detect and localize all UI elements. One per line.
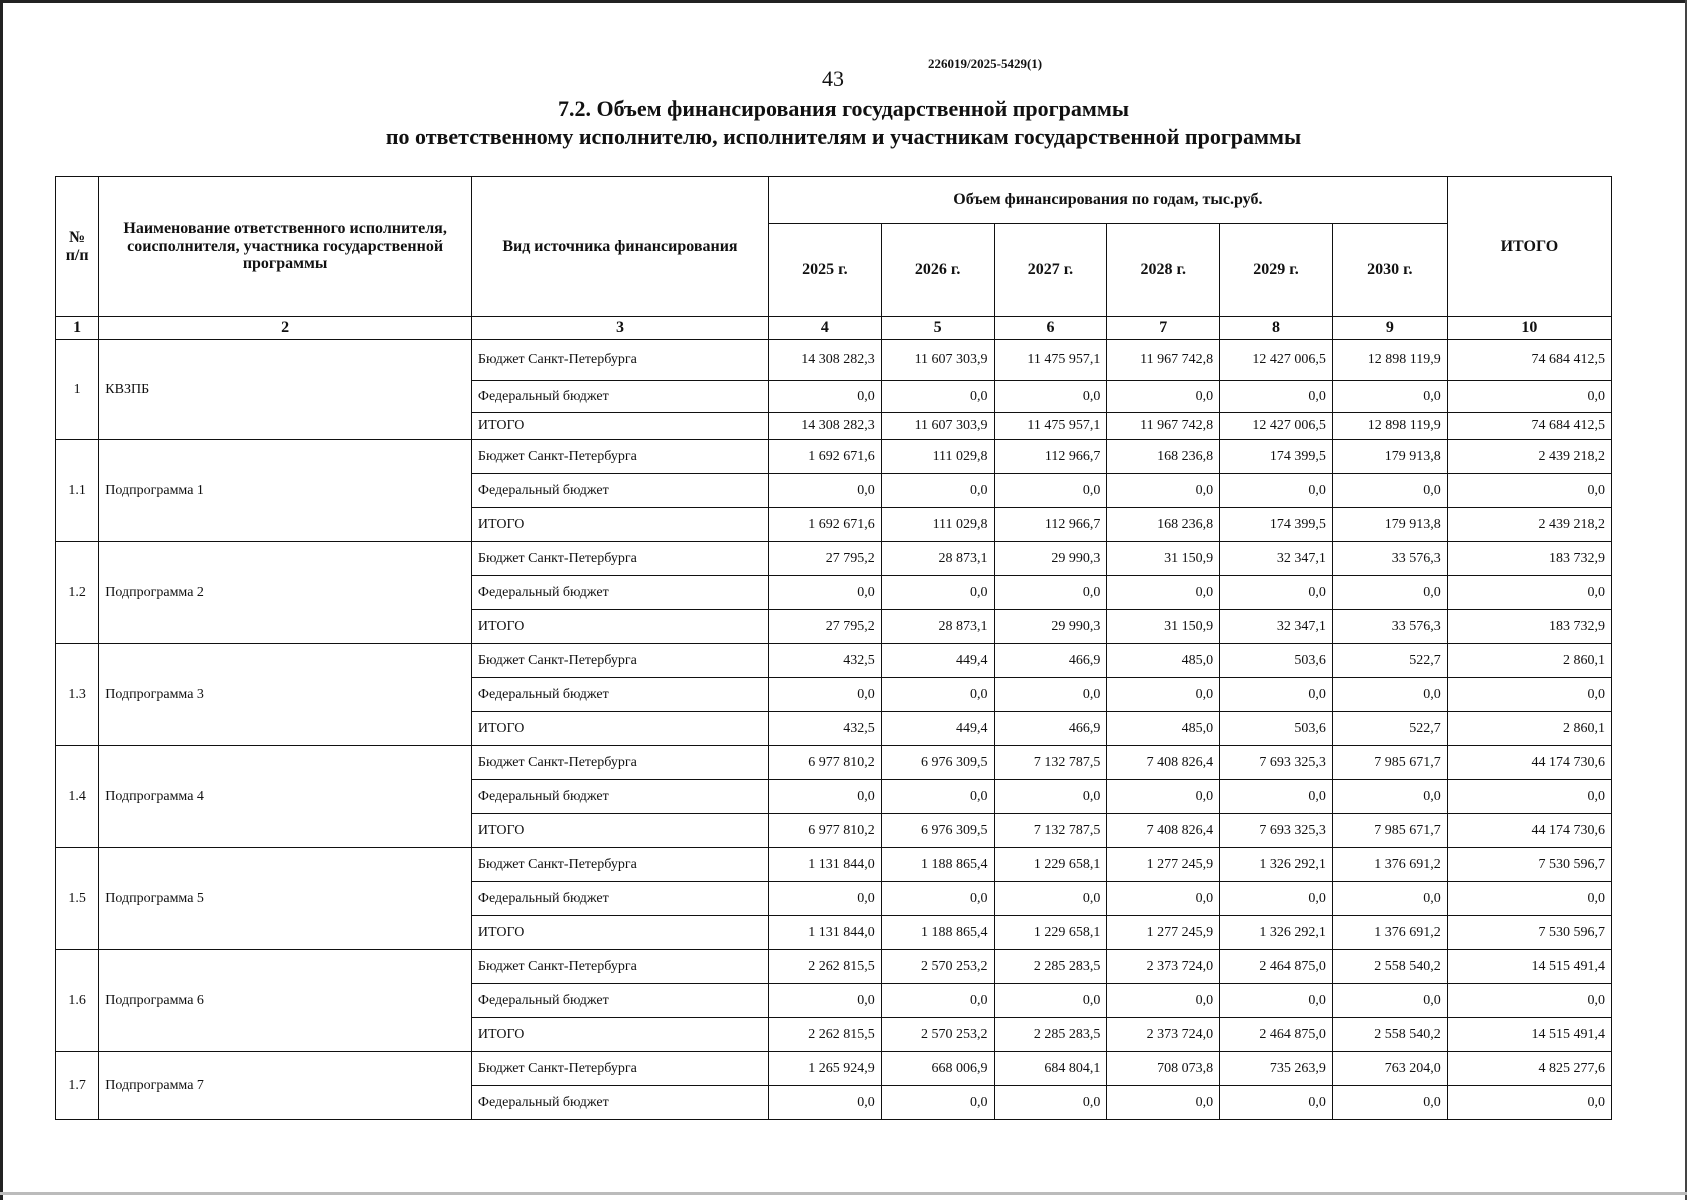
executor-name: Подпрограмма 6 <box>99 950 472 1052</box>
year-value: 0,0 <box>1220 474 1333 508</box>
funding-source: ИТОГО <box>471 712 768 746</box>
executor-name: Подпрограмма 5 <box>99 848 472 950</box>
year-value: 2 373 724,0 <box>1107 950 1220 984</box>
header-num: № п/п <box>56 177 99 317</box>
year-value: 0,0 <box>881 984 994 1018</box>
total-value: 0,0 <box>1447 1086 1611 1120</box>
year-value: 12 427 006,5 <box>1220 340 1333 381</box>
year-value: 33 576,3 <box>1332 610 1447 644</box>
year-value: 112 966,7 <box>994 440 1107 474</box>
total-value: 0,0 <box>1447 576 1611 610</box>
year-value: 0,0 <box>1332 576 1447 610</box>
year-value: 14 308 282,3 <box>768 340 881 381</box>
year-value: 0,0 <box>1107 984 1220 1018</box>
year-value: 432,5 <box>768 644 881 678</box>
year-value: 11 607 303,9 <box>881 413 994 440</box>
year-value: 466,9 <box>994 644 1107 678</box>
year-value: 6 977 810,2 <box>768 746 881 780</box>
year-value: 0,0 <box>1332 474 1447 508</box>
year-value: 668 006,9 <box>881 1052 994 1086</box>
year-value: 179 913,8 <box>1332 508 1447 542</box>
header-years-group: Объем финансирования по годам, тыс.руб. <box>768 177 1447 224</box>
row-number: 1.2 <box>56 542 99 644</box>
year-value: 111 029,8 <box>881 508 994 542</box>
document-id: 226019/2025-5429(1) <box>928 56 1043 71</box>
header-source: Вид источника финансирования <box>471 177 768 317</box>
total-value: 0,0 <box>1447 780 1611 814</box>
row-number: 1.6 <box>56 950 99 1052</box>
year-value: 0,0 <box>1332 678 1447 712</box>
year-value: 522,7 <box>1332 712 1447 746</box>
year-value: 27 795,2 <box>768 542 881 576</box>
funding-source: Федеральный бюджет <box>471 984 768 1018</box>
year-value: 735 263,9 <box>1220 1052 1333 1086</box>
year-value: 7 132 787,5 <box>994 814 1107 848</box>
year-value: 0,0 <box>1332 1086 1447 1120</box>
executor-name: Подпрограмма 2 <box>99 542 472 644</box>
header-year: 2027 г. <box>994 224 1107 317</box>
year-value: 485,0 <box>1107 712 1220 746</box>
year-value: 2 570 253,2 <box>881 950 994 984</box>
funding-source: Бюджет Санкт-Петербурга <box>471 340 768 381</box>
year-value: 0,0 <box>1220 576 1333 610</box>
year-value: 31 150,9 <box>1107 542 1220 576</box>
funding-source: Федеральный бюджет <box>471 780 768 814</box>
year-value: 7 132 787,5 <box>994 746 1107 780</box>
header-year: 2029 г. <box>1220 224 1333 317</box>
year-value: 6 976 309,5 <box>881 814 994 848</box>
year-value: 1 229 658,1 <box>994 848 1107 882</box>
year-value: 0,0 <box>1332 381 1447 413</box>
year-value: 12 427 006,5 <box>1220 413 1333 440</box>
table-row <box>56 746 1612 780</box>
year-value: 12 898 119,9 <box>1332 340 1447 381</box>
funding-source: Бюджет Санкт-Петербурга <box>471 848 768 882</box>
year-value: 2 285 283,5 <box>994 1018 1107 1052</box>
year-value: 466,9 <box>994 712 1107 746</box>
year-value: 0,0 <box>1107 882 1220 916</box>
total-value: 4 825 277,6 <box>1447 1052 1611 1086</box>
year-value: 168 236,8 <box>1107 440 1220 474</box>
year-value: 32 347,1 <box>1220 542 1333 576</box>
executor-name: Подпрограмма 1 <box>99 440 472 542</box>
year-value: 2 558 540,2 <box>1332 950 1447 984</box>
year-value: 0,0 <box>1332 882 1447 916</box>
year-value: 1 131 844,0 <box>768 848 881 882</box>
executor-name: Подпрограмма 4 <box>99 746 472 848</box>
year-value: 0,0 <box>1107 678 1220 712</box>
year-value: 0,0 <box>768 576 881 610</box>
year-value: 0,0 <box>881 882 994 916</box>
funding-source: ИТОГО <box>471 814 768 848</box>
year-value: 7 693 325,3 <box>1220 814 1333 848</box>
total-value: 2 439 218,2 <box>1447 440 1611 474</box>
year-value: 0,0 <box>994 381 1107 413</box>
year-value: 7 985 671,7 <box>1332 746 1447 780</box>
header-year: 2030 г. <box>1332 224 1447 317</box>
funding-source: Федеральный бюджет <box>471 474 768 508</box>
column-number: 3 <box>471 317 768 340</box>
row-number: 1.1 <box>56 440 99 542</box>
row-number: 1.7 <box>56 1052 99 1120</box>
year-value: 0,0 <box>768 678 881 712</box>
year-value: 6 976 309,5 <box>881 746 994 780</box>
year-value: 0,0 <box>1220 381 1333 413</box>
year-value: 0,0 <box>1220 984 1333 1018</box>
year-value: 708 073,8 <box>1107 1052 1220 1086</box>
funding-source: ИТОГО <box>471 1018 768 1052</box>
year-value: 29 990,3 <box>994 542 1107 576</box>
year-value: 11 475 957,1 <box>994 340 1107 381</box>
year-value: 0,0 <box>1107 780 1220 814</box>
year-value: 11 967 742,8 <box>1107 413 1220 440</box>
year-value: 0,0 <box>994 882 1107 916</box>
year-value: 0,0 <box>1220 780 1333 814</box>
column-number: 10 <box>1447 317 1611 340</box>
year-value: 0,0 <box>1332 780 1447 814</box>
page-number: 43 <box>822 66 844 91</box>
table-header-row <box>56 177 1612 224</box>
funding-source: Федеральный бюджет <box>471 576 768 610</box>
table-row <box>56 1052 1612 1086</box>
column-number: 8 <box>1220 317 1333 340</box>
financing-table <box>55 176 1612 1120</box>
total-value: 14 515 491,4 <box>1447 1018 1611 1052</box>
table-title-line-2: по ответственному исполнителю, исполнителям и участникам государственной программы <box>385 124 1302 149</box>
column-number: 9 <box>1332 317 1447 340</box>
table-row <box>56 542 1612 576</box>
funding-source: Бюджет Санкт-Петербурга <box>471 746 768 780</box>
year-value: 174 399,5 <box>1220 508 1333 542</box>
year-value: 0,0 <box>1107 381 1220 413</box>
year-value: 0,0 <box>1220 1086 1333 1120</box>
year-value: 0,0 <box>881 780 994 814</box>
row-number: 1.4 <box>56 746 99 848</box>
year-value: 2 262 815,5 <box>768 1018 881 1052</box>
year-value: 179 913,8 <box>1332 440 1447 474</box>
funding-source: Бюджет Санкт-Петербурга <box>471 440 768 474</box>
funding-source: Бюджет Санкт-Петербурга <box>471 950 768 984</box>
page-border-bottom <box>0 1192 1687 1195</box>
year-value: 32 347,1 <box>1220 610 1333 644</box>
year-value: 14 308 282,3 <box>768 413 881 440</box>
header-name: Наименование ответственного исполнителя, соисполнителя, участника государственной программы <box>99 177 472 317</box>
year-value: 503,6 <box>1220 712 1333 746</box>
year-value: 0,0 <box>1220 678 1333 712</box>
year-value: 1 376 691,2 <box>1332 916 1447 950</box>
total-value: 44 174 730,6 <box>1447 814 1611 848</box>
year-value: 1 376 691,2 <box>1332 848 1447 882</box>
executor-name: Подпрограмма 7 <box>99 1052 472 1120</box>
page-border-top <box>0 0 1687 3</box>
page-border-left <box>0 0 3 1200</box>
funding-source: Федеральный бюджет <box>471 381 768 413</box>
header-year: 2028 г. <box>1107 224 1220 317</box>
column-number: 7 <box>1107 317 1220 340</box>
year-value: 7 693 325,3 <box>1220 746 1333 780</box>
total-value: 183 732,9 <box>1447 610 1611 644</box>
header-year: 2026 г. <box>881 224 994 317</box>
funding-source: Бюджет Санкт-Петербурга <box>471 644 768 678</box>
year-value: 11 607 303,9 <box>881 340 994 381</box>
year-value: 11 967 742,8 <box>1107 340 1220 381</box>
year-value: 27 795,2 <box>768 610 881 644</box>
total-value: 14 515 491,4 <box>1447 950 1611 984</box>
total-value: 0,0 <box>1447 678 1611 712</box>
year-value: 0,0 <box>768 984 881 1018</box>
year-value: 0,0 <box>994 474 1107 508</box>
year-value: 112 966,7 <box>994 508 1107 542</box>
executor-name: КВЗПБ <box>99 340 472 440</box>
total-value: 44 174 730,6 <box>1447 746 1611 780</box>
year-value: 0,0 <box>881 1086 994 1120</box>
funding-source: ИТОГО <box>471 413 768 440</box>
table-row <box>56 644 1612 678</box>
year-value: 1 277 245,9 <box>1107 916 1220 950</box>
year-value: 1 692 671,6 <box>768 440 881 474</box>
year-value: 28 873,1 <box>881 542 994 576</box>
column-number: 4 <box>768 317 881 340</box>
year-value: 2 373 724,0 <box>1107 1018 1220 1052</box>
year-value: 28 873,1 <box>881 610 994 644</box>
year-value: 2 464 875,0 <box>1220 1018 1333 1052</box>
row-number: 1.3 <box>56 644 99 746</box>
year-value: 0,0 <box>881 474 994 508</box>
year-value: 0,0 <box>768 882 881 916</box>
total-value: 74 684 412,5 <box>1447 340 1611 381</box>
year-value: 485,0 <box>1107 644 1220 678</box>
table-row <box>56 440 1612 474</box>
year-value: 2 558 540,2 <box>1332 1018 1447 1052</box>
year-value: 503,6 <box>1220 644 1333 678</box>
total-value: 7 530 596,7 <box>1447 848 1611 882</box>
year-value: 0,0 <box>881 381 994 413</box>
total-value: 2 860,1 <box>1447 644 1611 678</box>
table-row <box>56 340 1612 381</box>
year-value: 7 985 671,7 <box>1332 814 1447 848</box>
column-number: 5 <box>881 317 994 340</box>
year-value: 2 262 815,5 <box>768 950 881 984</box>
year-value: 0,0 <box>768 474 881 508</box>
column-number: 2 <box>99 317 472 340</box>
year-value: 31 150,9 <box>1107 610 1220 644</box>
year-value: 0,0 <box>1107 576 1220 610</box>
year-value: 0,0 <box>768 381 881 413</box>
total-value: 2 860,1 <box>1447 712 1611 746</box>
table-row <box>56 848 1612 882</box>
total-value: 0,0 <box>1447 882 1611 916</box>
total-value: 0,0 <box>1447 984 1611 1018</box>
total-value: 2 439 218,2 <box>1447 508 1611 542</box>
executor-name: Подпрограмма 3 <box>99 644 472 746</box>
column-number: 6 <box>994 317 1107 340</box>
year-value: 449,4 <box>881 644 994 678</box>
funding-source: Бюджет Санкт-Петербурга <box>471 1052 768 1086</box>
year-value: 0,0 <box>881 576 994 610</box>
year-value: 1 277 245,9 <box>1107 848 1220 882</box>
year-value: 0,0 <box>994 576 1107 610</box>
table-body <box>56 340 1612 1120</box>
funding-source: Федеральный бюджет <box>471 1086 768 1120</box>
year-value: 1 131 844,0 <box>768 916 881 950</box>
year-value: 0,0 <box>1332 984 1447 1018</box>
year-value: 1 188 865,4 <box>881 916 994 950</box>
year-value: 0,0 <box>768 780 881 814</box>
year-value: 2 464 875,0 <box>1220 950 1333 984</box>
year-value: 174 399,5 <box>1220 440 1333 474</box>
table-row <box>56 950 1612 984</box>
year-value: 0,0 <box>768 1086 881 1120</box>
total-value: 183 732,9 <box>1447 542 1611 576</box>
year-value: 684 804,1 <box>994 1052 1107 1086</box>
year-value: 0,0 <box>994 984 1107 1018</box>
row-number: 1 <box>56 340 99 440</box>
year-value: 7 408 826,4 <box>1107 814 1220 848</box>
funding-source: Федеральный бюджет <box>471 882 768 916</box>
year-value: 1 229 658,1 <box>994 916 1107 950</box>
year-value: 11 475 957,1 <box>994 413 1107 440</box>
funding-source: Бюджет Санкт-Петербурга <box>471 542 768 576</box>
year-value: 0,0 <box>881 678 994 712</box>
year-value: 449,4 <box>881 712 994 746</box>
year-value: 0,0 <box>994 1086 1107 1120</box>
year-value: 29 990,3 <box>994 610 1107 644</box>
year-value: 1 692 671,6 <box>768 508 881 542</box>
funding-source: ИТОГО <box>471 610 768 644</box>
total-value: 0,0 <box>1447 381 1611 413</box>
year-value: 2 570 253,2 <box>881 1018 994 1052</box>
year-value: 33 576,3 <box>1332 542 1447 576</box>
year-value: 0,0 <box>1107 1086 1220 1120</box>
funding-source: ИТОГО <box>471 508 768 542</box>
year-value: 168 236,8 <box>1107 508 1220 542</box>
row-number: 1.5 <box>56 848 99 950</box>
header-year: 2025 г. <box>768 224 881 317</box>
column-number: 1 <box>56 317 99 340</box>
header-total: ИТОГО <box>1447 177 1611 317</box>
year-value: 7 408 826,4 <box>1107 746 1220 780</box>
column-numbers-row <box>56 317 1612 340</box>
year-value: 0,0 <box>994 780 1107 814</box>
year-value: 432,5 <box>768 712 881 746</box>
year-value: 1 188 865,4 <box>881 848 994 882</box>
year-value: 0,0 <box>1220 882 1333 916</box>
funding-source: ИТОГО <box>471 916 768 950</box>
year-value: 111 029,8 <box>881 440 994 474</box>
year-value: 6 977 810,2 <box>768 814 881 848</box>
year-value: 522,7 <box>1332 644 1447 678</box>
total-value: 74 684 412,5 <box>1447 413 1611 440</box>
total-value: 0,0 <box>1447 474 1611 508</box>
year-value: 1 265 924,9 <box>768 1052 881 1086</box>
year-value: 1 326 292,1 <box>1220 916 1333 950</box>
total-value: 7 530 596,7 <box>1447 916 1611 950</box>
year-value: 12 898 119,9 <box>1332 413 1447 440</box>
year-value: 0,0 <box>994 678 1107 712</box>
year-value: 763 204,0 <box>1332 1052 1447 1086</box>
table-title-line-1: 7.2. Объем финансирования государственной программы <box>557 96 1130 121</box>
year-value: 0,0 <box>1107 474 1220 508</box>
year-value: 1 326 292,1 <box>1220 848 1333 882</box>
year-value: 2 285 283,5 <box>994 950 1107 984</box>
funding-source: Федеральный бюджет <box>471 678 768 712</box>
